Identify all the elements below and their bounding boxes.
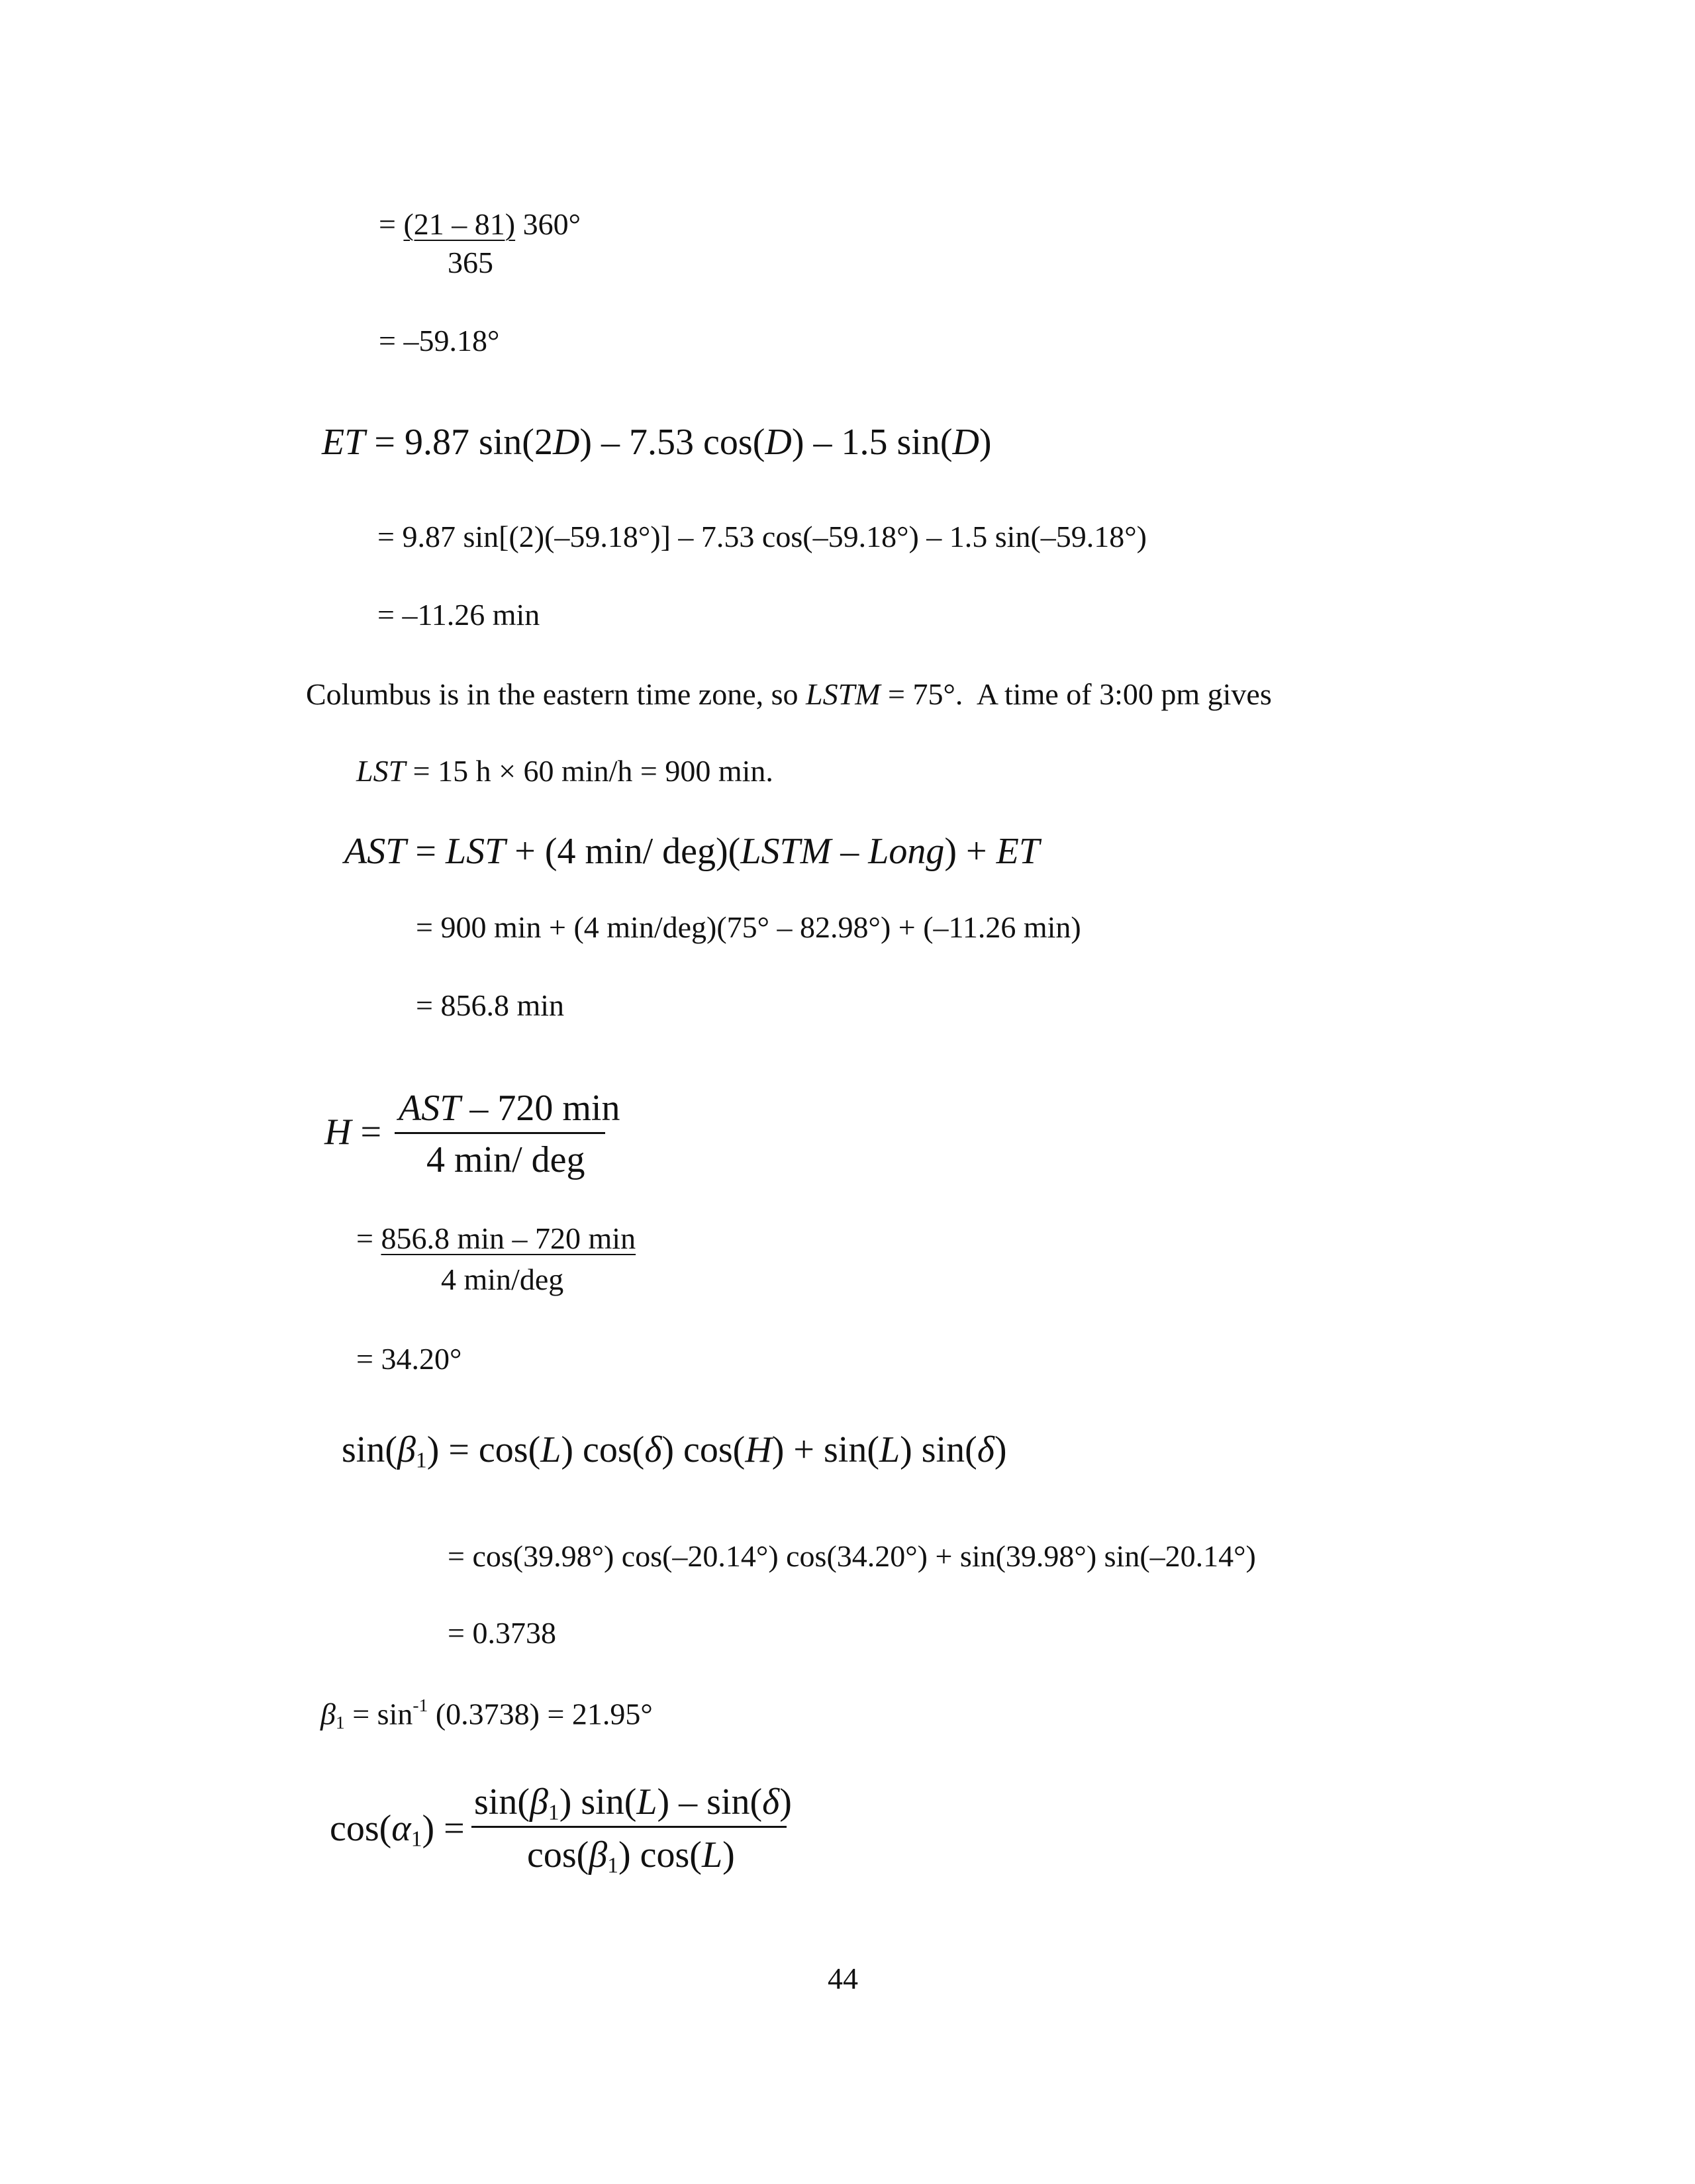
h-result: = 34.20° <box>356 1342 462 1376</box>
ast-substitution: = 900 min + (4 min/deg)(75° – 82.98°) + (–11.26 min) <box>416 910 1081 944</box>
et-equation: ET = 9.87 sin(2D) – 7.53 cos(D) – 1.5 sin(D) <box>322 422 992 463</box>
cosa-numerator: $\sin(\beta_1)$ sin(L) – sin(δ) <box>474 1781 792 1825</box>
et-result: = –11.26 min <box>377 598 540 632</box>
beta-equation: $\beta_1 = \sin^{-1} (0.3738) = 21.95^\circ$ <box>320 1695 653 1733</box>
ast-equation: AST = LST + (4 min/ deg)(LSTM – Long) + ET <box>344 831 1040 872</box>
sinb-equation: $\sin(\beta_1) = \cos(L)$ cos(δ) cos(H) + sin(L) sin(δ) <box>342 1429 1007 1473</box>
h-sub-denominator: 4 min/deg <box>441 1262 564 1296</box>
h-lhs: H = <box>324 1112 382 1153</box>
lst-equation: LST = 15 h × 60 min/h = 900 min. <box>356 754 773 788</box>
columbus-sentence: Columbus is in the eastern time zone, so LSTM = 75°. A time of 3:00 pm gives <box>306 677 1272 711</box>
d-result: = –59.18° <box>379 324 500 357</box>
h-fraction-bar <box>395 1132 605 1134</box>
cosa-lhs: $\cos(\alpha_1)$ = <box>330 1808 465 1852</box>
sinb-substitution: = cos(39.98°) cos(–20.14°) cos(34.20°) + sin(39.98°) sin(–20.14°) <box>448 1539 1256 1573</box>
h-numerator: AST – 720 min <box>399 1088 620 1129</box>
d-numerator: = (21 – 81) 360° <box>379 207 581 241</box>
h-sub-numerator: = 856.8 min – 720 min <box>356 1221 636 1255</box>
page-number: 44 <box>828 1962 858 1995</box>
et-substitution: = 9.87 sin[(2)(–59.18°)] – 7.53 cos(–59.18°) – 1.5 sin(–59.18°) <box>377 520 1147 553</box>
cosa-denominator: $\cos(\beta_1)$ cos(L) <box>527 1834 735 1878</box>
sinb-result: = 0.3738 <box>448 1616 556 1650</box>
ast-result: = 856.8 min <box>416 988 565 1022</box>
d-denominator: 365 <box>448 246 493 279</box>
cosa-fraction-bar <box>471 1826 787 1828</box>
h-denominator: 4 min/ deg <box>426 1139 585 1180</box>
